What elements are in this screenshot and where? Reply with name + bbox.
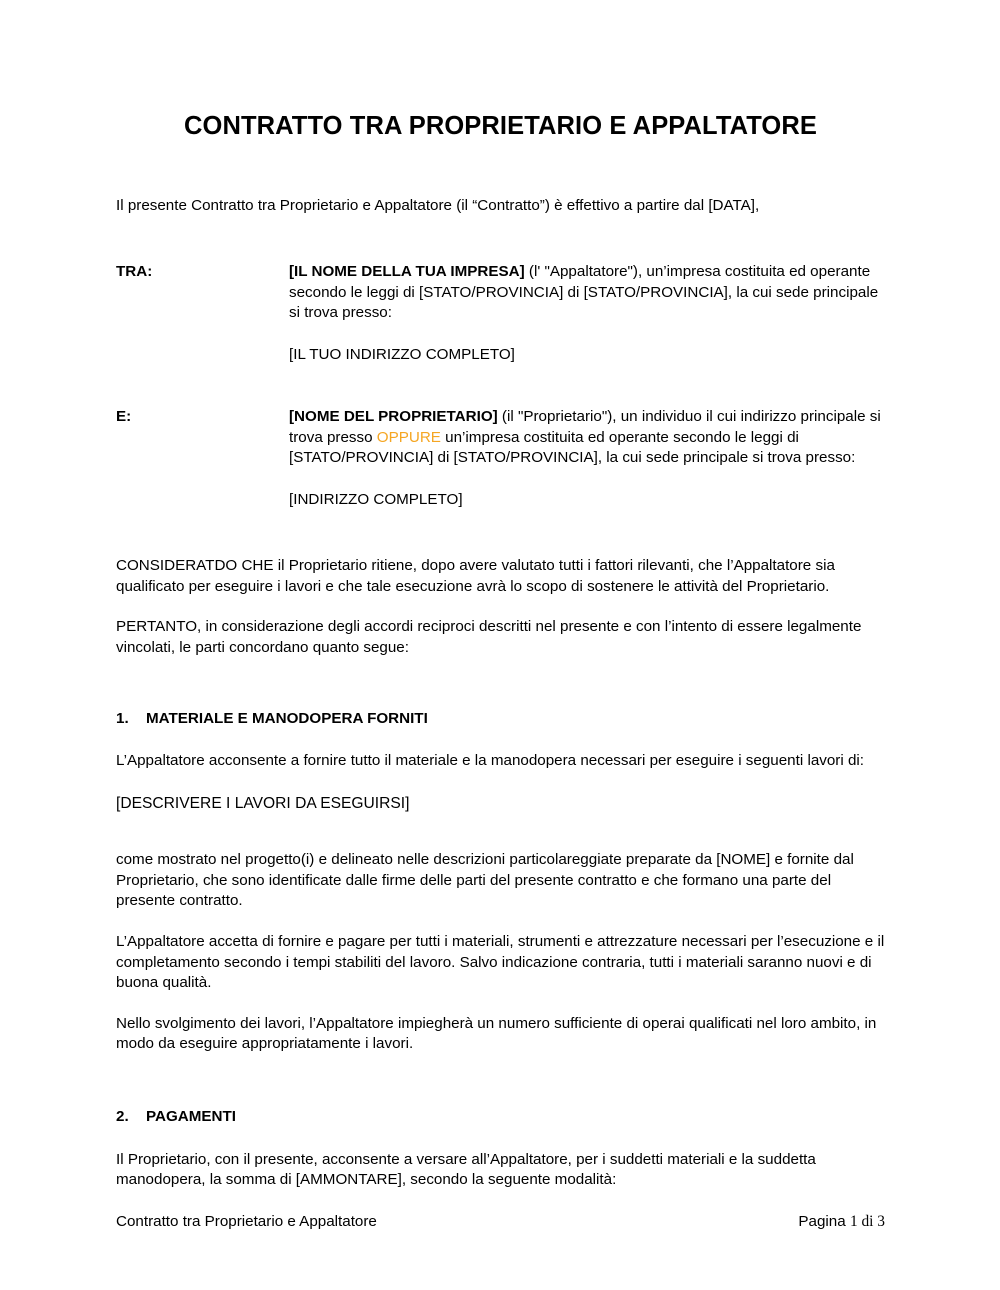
section-title-2: PAGAMENTI: [146, 1108, 236, 1126]
footer-page-indicator: [798, 1212, 885, 1232]
party-label-e: E:: [116, 408, 132, 426]
section-1-paragraph-3: L’Appaltatore accetta di fornire e pagare per tutti i materiali, strumenti e attrezzature necessari per l’esecuzione e il completamento secondo i tempi stabiliti del lavoro. Salvo indicazione contraria, tutti i materiali saranno nuovi e di buona qualità.: [116, 933, 885, 992]
footer-page-number: 1 di 3: [849, 1213, 885, 1230]
party-detail-owner-after: un’impresa costituita ed operante secondo le leggi di [STATO/PROVINCIA] di [STATO/PROVINCIA], la cui sede principale si trova presso:: [289, 428, 856, 467]
party-name-contractor: [IL NOME DELLA TUA IMPRESA]: [289, 263, 525, 281]
section-heading-1: [116, 659, 885, 730]
party-description-owner: [289, 407, 885, 469]
recital-therefore: PERTANTO, in considerazione degli accordi reciproci descritti nel presente e con l’intento di essere legalmente vincolati, le parti concordano quanto segue:: [116, 618, 862, 656]
party-block-contractor: [116, 216, 885, 365]
party-address-owner: [INDIRIZZO COMPLETO]: [289, 490, 463, 508]
party-name-owner: [NOME DEL PROPRIETARIO]: [289, 408, 498, 426]
recital-whereas: CONSIDERATDO CHE il Proprietario ritiene, dopo avere valutato tutti i fattori rilevanti, che l’Appaltatore sia qualificato per eseguire i lavori e che tale esecuzione avrà lo scopo di sostenere le attività del Proprietario.: [116, 557, 835, 595]
section-2-paragraph-1: Il Proprietario, con il presente, acconsente a versare all’Appaltatore, per i suddetti materiali e la suddetta manodopera, la somma di [AMMONTARE], secondo la seguente modalità:: [116, 1150, 816, 1189]
section-number-1: 1.: [116, 709, 129, 727]
party-detail-owner-before: (il "Proprietario"), un individuo il cui indirizzo principale si trova presso: [289, 408, 881, 446]
party-detail-contractor: (l' "Appaltatore"), un’impresa costituita ed operante secondo le leggi di [STATO/PROVINCIA] di [STATO/PROVINCIA], la cui sede principale si trova presso:: [289, 263, 879, 322]
section-1-paragraph-4: Nello svolgimento dei lavori, l’Appaltatore impiegherà un numero sufficiente di operai qualificati nel loro ambito, in modo da eseguire appropriatamente i lavori.: [116, 1014, 877, 1053]
page-title: CONTRATTO TRA PROPRIETARIO E APPALTATORE: [184, 112, 817, 140]
footer-document-name: Contratto tra Proprietario e Appaltatore: [116, 1213, 377, 1230]
footer-page-word: Pagina: [798, 1213, 846, 1230]
document-content: [116, 0, 885, 1191]
alternative-or-marker: OPPURE: [376, 428, 441, 446]
section-1-paragraph-2: come mostrato nel progetto(i) e delineato nelle descrizioni particolareggiate preparate da [NOME] e fornite dal Proprietario, che sono identificate dalle firme delle parti del presente contratto e che formano una parte del presente contratto.: [116, 851, 854, 910]
party-description-contractor: [289, 262, 885, 324]
section-1-placeholder: [DESCRIVERE I LAVORI DA ESEGUIRSI]: [116, 794, 410, 812]
section-1-paragraph-1: L’Appaltatore acconsente a fornire tutto il materiale e la manodopera necessari per eseguire i seguenti lavori di:: [116, 752, 864, 770]
party-block-owner: [116, 365, 885, 510]
party-body-owner: [289, 407, 885, 510]
section-heading-2: [116, 1055, 885, 1128]
party-body-contractor: [289, 262, 885, 365]
intro-paragraph: Il presente Contratto tra Proprietario e Appaltatore (il “Contratto”) è effettivo a partire dal [DATA],: [116, 196, 760, 214]
page-footer: [116, 1212, 885, 1232]
party-address-contractor: [IL TUO INDIRIZZO COMPLETO]: [289, 345, 515, 363]
section-number-2: 2.: [116, 1108, 129, 1126]
section-title-1: MATERIALE E MANODOPERA FORNITI: [146, 709, 428, 727]
party-label-tra: TRA:: [116, 263, 153, 281]
